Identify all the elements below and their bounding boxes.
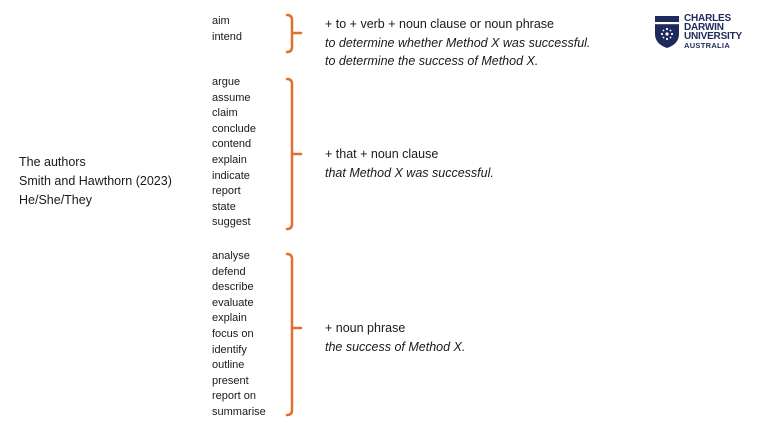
example-text: to determine whether Method X was successful. xyxy=(325,35,591,50)
bracket-that-clause xyxy=(287,79,301,229)
pattern-block-noun-phrase xyxy=(325,319,465,356)
verb-item: assume xyxy=(212,91,251,104)
logo-line: CHARLES xyxy=(684,13,731,24)
subject-item: The authors xyxy=(19,155,86,169)
bracket-to-infinitive xyxy=(287,15,301,52)
verb-item: defend xyxy=(212,265,246,278)
verb-item: contend xyxy=(212,138,252,151)
verb-item: report on xyxy=(212,390,257,403)
verb-item: intend xyxy=(212,30,242,43)
logo-wordmark xyxy=(684,14,742,50)
logo-line: UNIVERSITY xyxy=(684,31,743,42)
verb-item: describe xyxy=(212,281,254,294)
verb-item: aim xyxy=(212,15,230,27)
logo-line: AUSTRALIA xyxy=(684,41,731,50)
logo-line: DARWIN xyxy=(684,22,724,33)
verb-item: claim xyxy=(212,107,238,120)
verb-item: explain xyxy=(212,153,247,166)
verb-list-that-clause xyxy=(212,75,256,231)
subject-item: He/She/They xyxy=(19,193,92,207)
verb-item: focus on xyxy=(212,327,254,340)
verb-item: state xyxy=(212,200,236,213)
pattern-block-that-clause xyxy=(325,145,494,182)
verb-item: identify xyxy=(212,343,247,356)
example-text: that Method X was successful. xyxy=(325,165,494,180)
verb-item: conclude xyxy=(212,122,257,135)
verb-item: argue xyxy=(212,76,241,88)
subject-item: Smith and Hawthorn (2023) xyxy=(19,174,172,188)
pattern-label: + that + noun clause xyxy=(325,147,439,161)
verb-item: summarise xyxy=(212,405,266,418)
verb-item: evaluate xyxy=(212,296,254,309)
verb-item: indicate xyxy=(212,169,250,182)
example-text: the success of Method X. xyxy=(325,339,466,354)
verb-list-to-infinitive xyxy=(212,14,242,45)
cdu-logo xyxy=(654,14,758,54)
verb-item: analyse xyxy=(212,250,250,262)
verb-item: suggest xyxy=(212,216,251,229)
shield-icon xyxy=(654,15,680,49)
verb-item: outline xyxy=(212,359,245,372)
verb-item: explain xyxy=(212,312,247,325)
pattern-block-to-infinitive xyxy=(325,15,590,71)
pattern-label: + noun phrase xyxy=(325,321,406,335)
verb-list-noun-phrase xyxy=(212,249,266,421)
verb-item: present xyxy=(212,374,249,387)
example-text: to determine the success of Method X. xyxy=(325,54,539,68)
brackets xyxy=(284,0,324,430)
pattern-label: + to + verb + noun clause or noun phrase xyxy=(325,17,554,31)
verb-item: report xyxy=(212,185,241,198)
subject-list xyxy=(19,153,172,210)
bracket-noun-phrase xyxy=(287,254,301,415)
